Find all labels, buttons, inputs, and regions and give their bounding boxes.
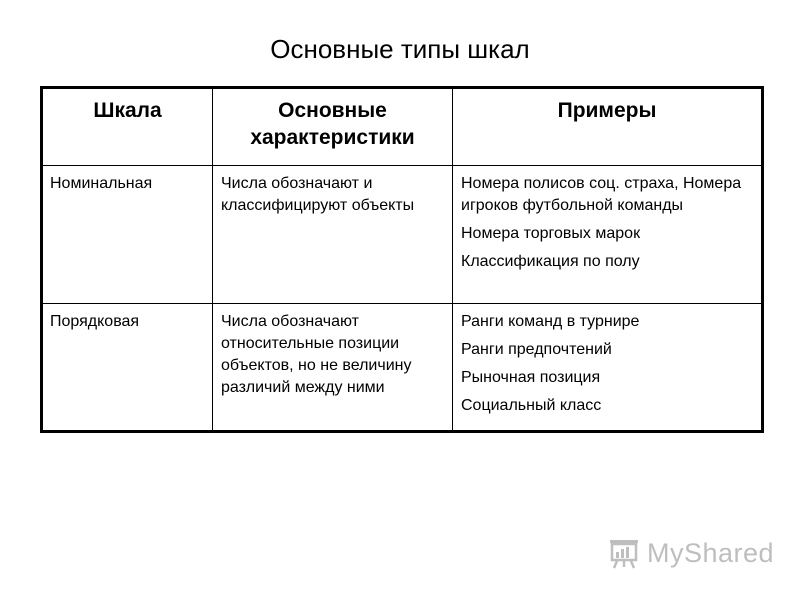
presentation-board-icon — [607, 536, 641, 570]
header-scale: Шкала — [42, 88, 213, 166]
watermark — [607, 536, 774, 570]
table-row — [42, 166, 763, 304]
scales-table — [40, 86, 764, 433]
cell-examples — [453, 304, 763, 432]
cell-scale: Порядковая — [42, 304, 213, 432]
example-item: Социальный класс — [461, 397, 602, 414]
header-examples: Примеры — [453, 88, 763, 166]
cell-characteristics: Числа обозначают и классифицируют объекты — [213, 166, 453, 304]
header-characteristics: Основные характеристики — [213, 88, 453, 166]
example-item: Ранги команд в турнире — [461, 313, 640, 330]
example-item: Номера полисов соц. страха, Номера игроков футбольной команды — [461, 175, 742, 214]
cell-characteristics: Числа обозначают относительные позиции объектов, но не величину различий между ними — [213, 304, 453, 432]
table-header-row — [42, 88, 763, 166]
example-item: Ранги предпочтений — [461, 341, 612, 358]
watermark-text: MyShared — [647, 537, 775, 568]
example-item: Номера торговых марок — [461, 225, 641, 242]
slide-title: Основные типы шкал — [270, 34, 530, 64]
cell-scale: Номинальная — [50, 175, 153, 192]
example-item: Рыночная позиция — [461, 369, 601, 386]
example-item: Классификация по полу — [461, 253, 640, 270]
table-row — [42, 304, 763, 432]
cell-examples — [453, 166, 763, 304]
